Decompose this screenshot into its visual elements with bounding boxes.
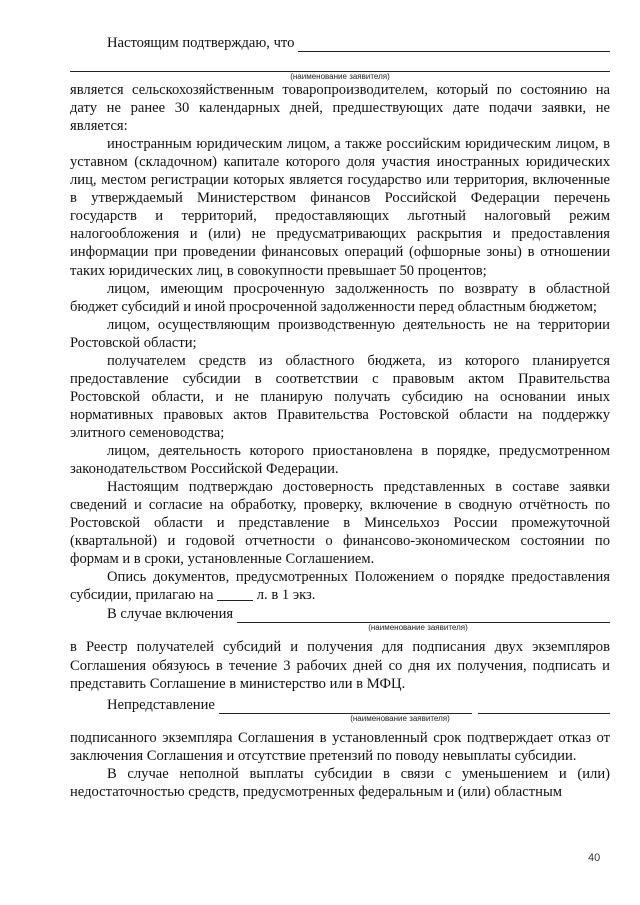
applicant-name-field[interactable] [298, 36, 610, 52]
confirm-line [70, 34, 610, 52]
confirm-lead: Настоящим подтверждаю, что [107, 35, 295, 51]
applicant-name-field-continuation[interactable] [70, 56, 610, 72]
paragraph-nonsubmission: подписанного экземпляра Соглашения в установленный срок подтверждает отказ от заключения Соглашения и отсутствие претензий по поводу невыплаты субсидии. [70, 729, 610, 764]
page-number: 40 [588, 852, 601, 864]
paragraph-suspended: лицом, деятельность которого приостановлена в порядке, предусмотренном законодательством Российской Федерации. [70, 442, 610, 478]
paragraph-status: является сельскохозяйственным товаропроизводителем, который по состоянию на дату не ранее 30 календарных дней, предшествующих дате подачи заявки, не является: [70, 82, 610, 135]
paragraph-inclusion: в Реестр получателей субсидий и получения для подписания двух экземпляров Соглашения обязуюсь в течение 3 рабочих дней со дня их получения, подписать и представить Соглашение в министерство или в МФЦ. [70, 639, 610, 692]
paragraph-reliability: Настоящим подтверждаю достоверность представленных в составе заявки сведений и согласие на обработку, проверку, включение в сводную отчётность по Ростовской области и представление в Минсельхоз России промежуточной (квартальной) и годовой отчетности о финансово-экономическом состоянии по формам и в сроки, установленные Соглашением. [70, 479, 610, 568]
nonsubmission-extra-field[interactable] [478, 698, 610, 714]
nonsubmission-caption: (наименование заявителя) [350, 713, 450, 723]
inclusion-lead: В случае включения [107, 606, 234, 623]
inclusion-caption: (наименование заявителя) [368, 623, 468, 633]
paragraph-budget-recipient: получателем средств из областного бюджета, из которого планируется предоставление субсидии в соответствии с правовым актом Правительства Ростовской области, и не планирую получать субсидию на основании иных нормативных правовых актов Правительства Ростовской области на поддержку элитного семеноводства; [70, 352, 610, 441]
paragraph-territory: лицом, осуществляющим производственную деятельность не на территории Ростовской области; [70, 316, 610, 351]
document-body [70, 34, 610, 801]
nonsubmission-applicant-field[interactable] [219, 698, 472, 714]
paragraph-partial-payment: В случае неполной выплаты субсидии в связи с уменьшением и (или) недостаточностью средств, предусмотренных федеральным и (или) областным [70, 765, 610, 800]
applicant-name-caption: (наименование заявителя) [290, 72, 390, 82]
nonsubmission-line [70, 696, 610, 714]
inventory-text-before: Опись документов, предусмотренных Положением о порядке предоставления субсидии, прилагаю на [70, 569, 610, 604]
inclusion-line [70, 605, 610, 623]
paragraph-overdue-debt: лицом, имеющим просроченную задолженность по возврату в областной бюджет субсидий и иной просроченной задолженности перед областным бюджетом; [70, 280, 610, 315]
inclusion-applicant-field[interactable] [237, 607, 610, 623]
nonsubmission-lead: Непредставление [107, 696, 215, 713]
inventory-text-after: л. в 1 экз. [256, 587, 316, 604]
paragraph-foreign-entity: иностранным юридическим лицом, а также российским юридическим лицом, в уставном (складочном) капитале которого доля участия иностранных юридических лиц, местом регистрации которых является государство или территория, включенные в утверждаемый Министерством финансов Российской Федерации перечень государств и территорий, предоставляющих льготный налоговый режим налогообложения и (или) не предусматривающих раскрытия и предоставления информации при проведении финансовых операций (офшорные зоны) в отношении таких юридических лиц, в совокупности превышает 50 процентов; [70, 136, 610, 279]
sheet-count-field[interactable] [217, 588, 253, 601]
paragraph-inventory [70, 568, 610, 604]
